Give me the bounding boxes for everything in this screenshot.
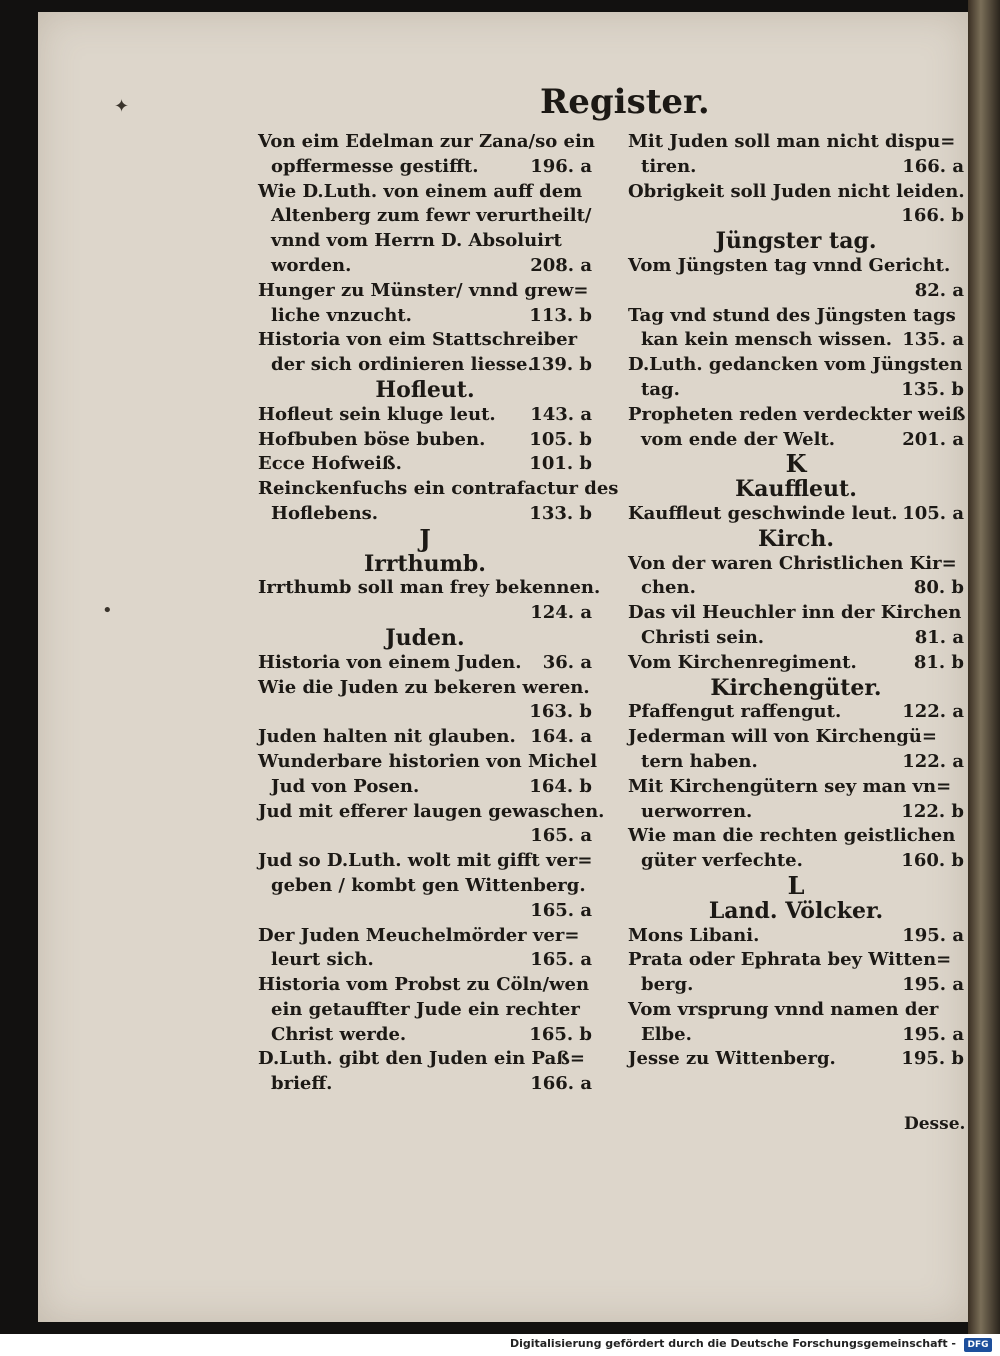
entry-page-ref: 195. a <box>902 924 964 946</box>
section-heading: Jüngster tag. <box>715 228 877 255</box>
entry-text: Hunger zu Münster/ vnnd grew= <box>258 279 589 301</box>
catchword: Desse. <box>904 1114 966 1134</box>
entry-page-ref: 163. b <box>529 701 592 723</box>
entry-text: chen. <box>641 577 696 599</box>
entry-text: Vom Jüngsten tag vnnd Gericht. <box>628 254 951 276</box>
register-entry <box>258 899 592 924</box>
entry-text: Hofbuben böse buben. <box>258 428 486 450</box>
register-entry <box>628 279 964 304</box>
entry-text: Reinckenfuchs ein contrafactur des <box>258 478 619 500</box>
entry-text: Propheten reden verdeckter weiß <box>628 403 966 425</box>
register-entry <box>628 353 964 378</box>
entry-page-ref: 208. a <box>530 254 592 276</box>
register-entry <box>628 924 964 949</box>
entry-text: Jud von Posen. <box>271 775 420 797</box>
entry-page-ref: 124. a <box>530 602 592 624</box>
entry-text: opffermesse gestifft. <box>271 155 479 177</box>
entry-text: Mit Kirchengütern sey man vn= <box>628 775 952 797</box>
entry-text: Prata oder Ephrata bey Witten= <box>628 949 952 971</box>
register-entry <box>258 1047 592 1072</box>
register-entry <box>258 725 592 750</box>
entry-text: Wie man die rechten geistlichen <box>628 825 956 847</box>
entry-page-ref: 196. a <box>530 155 592 177</box>
entry-text: Ecce Hofweiß. <box>258 453 402 475</box>
section-heading: Hofleut. <box>375 376 475 403</box>
entry-page-ref: 165. b <box>529 1023 592 1045</box>
register-entry <box>628 750 964 775</box>
section-letter: J <box>419 523 431 553</box>
register-entry <box>628 1047 964 1072</box>
register-entry <box>258 676 592 701</box>
section-heading: Kauffleut. <box>735 476 857 503</box>
register-entry <box>628 948 964 973</box>
register-entry <box>258 874 592 899</box>
register-entry <box>628 626 964 651</box>
section-heading: Land. Völcker. <box>708 897 884 924</box>
register-entry <box>628 576 964 601</box>
entry-page-ref: 165. a <box>530 949 592 971</box>
register-entry <box>628 304 964 329</box>
entry-text: Historia von einem Juden. <box>258 651 522 673</box>
entry-text: Vom vrsprung vnnd namen der <box>628 998 939 1020</box>
register-entry <box>628 725 964 750</box>
entry-text: Irrthumb soll man frey bekennen. <box>258 577 601 599</box>
register-entry <box>628 651 964 676</box>
entry-text: Pfaffengut raffengut. <box>628 701 842 723</box>
section-letter: L <box>787 870 805 900</box>
entry-page-ref: 122. b <box>901 800 964 822</box>
register-entry <box>628 328 964 353</box>
entry-page-ref: 195. a <box>902 974 964 996</box>
entry-text: Christ werde. <box>271 1023 407 1045</box>
stain-mark: • <box>102 600 113 621</box>
entry-text: kan kein mensch wissen. <box>641 329 893 351</box>
entry-page-ref: 36. a <box>542 651 592 673</box>
entry-text: leurt sich. <box>271 949 374 971</box>
register-entry <box>258 452 592 477</box>
entry-page-ref: 164. b <box>529 775 592 797</box>
footer-credit: Digitalisierung gefördert durch die Deutsche Forschungsgemeinschaft - <box>509 1337 956 1350</box>
register-entry <box>258 1023 592 1048</box>
entry-page-ref: 165. a <box>530 899 592 921</box>
register-entry <box>258 403 592 428</box>
entry-text: liche vnzucht. <box>271 304 412 326</box>
entry-page-ref: 101. b <box>529 453 592 475</box>
register-entry <box>258 775 592 800</box>
register-entry <box>258 824 592 849</box>
register-entry <box>258 353 592 378</box>
entry-text: güter verfechte. <box>641 850 803 872</box>
register-entry <box>258 700 592 725</box>
entry-page-ref: 166. a <box>530 1073 592 1095</box>
entry-page-ref: 165. a <box>530 825 592 847</box>
section-letter: K <box>785 449 807 479</box>
entry-text: Vom Kirchenregiment. <box>628 651 857 673</box>
entry-text: Historia vom Probst zu Cöln/wen <box>258 974 590 996</box>
register-entry <box>628 254 964 279</box>
register-entry <box>258 130 595 155</box>
entry-page-ref: 195. b <box>901 1048 964 1070</box>
entry-page-ref: 166. b <box>901 205 964 227</box>
register-entry <box>628 700 964 725</box>
entry-text: Jesse zu Wittenberg. <box>628 1048 836 1070</box>
register-entry <box>258 800 605 825</box>
entry-text: Juden halten nit glauben. <box>258 726 516 748</box>
entry-page-ref: 81. a <box>914 626 964 648</box>
entry-text: vom ende der Welt. <box>641 428 836 450</box>
register-entry <box>258 180 592 205</box>
register-entry <box>258 948 592 973</box>
entry-text: worden. <box>271 254 352 276</box>
entry-text: Kauffleut geschwinde leut. <box>628 502 898 524</box>
entry-page-ref: 195. a <box>902 1023 964 1045</box>
entry-text: Jud so D.Luth. wolt mit gifft ver= <box>258 850 593 872</box>
entry-text: Tag vnd stund des Jüngsten tags <box>628 304 956 326</box>
entry-text: Altenberg zum fewr verurtheilt/ <box>271 205 592 227</box>
section-heading: Juden. <box>385 624 465 651</box>
entry-page-ref: 135. b <box>901 378 964 400</box>
entry-text: Obrigkeit soll Juden nicht leiden. <box>628 180 965 202</box>
entry-page-ref: 105. a <box>902 502 964 524</box>
entry-text: Christi sein. <box>641 626 765 648</box>
entry-text: Von der waren Christlichen Kir= <box>628 552 957 574</box>
register-entry <box>628 155 964 180</box>
entry-text: Wie die Juden zu bekeren weren. <box>258 676 590 698</box>
entry-page-ref: 113. b <box>529 304 592 326</box>
register-entry <box>628 775 964 800</box>
register-entry <box>628 378 964 403</box>
register-entry <box>628 204 964 229</box>
entry-text: Das vil Heuchler inn der Kirchen <box>628 602 962 624</box>
entry-page-ref: 80. b <box>913 577 964 599</box>
register-entry <box>258 155 592 180</box>
entry-text: tiren. <box>641 155 697 177</box>
register-entry <box>628 998 964 1023</box>
entry-text: ein getauffter Jude ein rechter <box>271 998 580 1020</box>
entry-text: Historia von eim Stattschreiber <box>258 329 578 351</box>
entry-text: berg. <box>641 974 694 996</box>
entry-text: Von eim Edelman zur Zana/so ein <box>258 131 595 152</box>
register-entry <box>628 1023 964 1048</box>
entry-text: vnnd vom Herrn D. Absoluirt <box>271 230 562 252</box>
register-entry <box>258 998 592 1023</box>
entry-text: Mons Libani. <box>628 924 760 946</box>
register-entry <box>258 849 592 874</box>
entry-page-ref: 133. b <box>529 502 592 524</box>
register-column-right <box>628 130 964 1072</box>
entry-page-ref: 139. b <box>529 354 592 376</box>
register-entry <box>628 824 964 849</box>
register-entry <box>628 502 964 527</box>
register-entry <box>258 304 592 329</box>
register-entry <box>258 924 592 949</box>
entry-text: D.Luth. gedancken vom Jüngsten <box>628 354 963 376</box>
entry-page-ref: 143. a <box>530 403 592 425</box>
section-heading: Kirchengüter. <box>710 674 882 701</box>
entry-text: Mit Juden soll man nicht dispu= <box>628 131 956 152</box>
entry-page-ref: 164. a <box>530 726 592 748</box>
register-entry <box>258 477 619 502</box>
entry-text: tag. <box>641 378 680 400</box>
page-title: Register. <box>540 82 710 122</box>
register-entry <box>628 403 964 428</box>
entry-text: Der Juden Meuchelmörder ver= <box>258 924 580 946</box>
entry-text: Hofleut sein kluge leut. <box>258 403 496 425</box>
entry-text: uerworren. <box>641 800 753 822</box>
dfg-logo: DFG <box>964 1338 992 1352</box>
entry-page-ref: 105. b <box>529 428 592 450</box>
register-entry <box>628 973 964 998</box>
entry-page-ref: 160. b <box>901 850 964 872</box>
register-entry <box>628 130 964 155</box>
entry-page-ref: 82. a <box>914 279 964 301</box>
entry-text: geben / kombt gen Wittenberg. <box>271 874 586 896</box>
section-heading: Irrthumb. <box>364 550 486 577</box>
register-column-left <box>258 130 619 1097</box>
entry-text: Jederman will von Kirchengü= <box>628 726 937 748</box>
entry-page-ref: 166. a <box>902 155 964 177</box>
section-heading: Kirch. <box>757 525 835 552</box>
register-entry <box>258 973 592 998</box>
entry-page-ref: 135. a <box>902 329 964 351</box>
entry-text: brieff. <box>271 1073 333 1095</box>
stain-mark: ✦ <box>114 96 130 117</box>
register-entry <box>258 601 592 626</box>
entry-text: tern haben. <box>641 750 758 772</box>
entry-page-ref: 81. b <box>913 651 964 673</box>
entry-page-ref: 122. a <box>902 750 964 772</box>
entry-text: der sich ordinieren liesse. <box>271 354 534 376</box>
book-spine-edge <box>968 0 1000 1334</box>
register-entry <box>628 601 964 626</box>
register-entry <box>258 204 592 229</box>
entry-page-ref: 122. a <box>902 701 964 723</box>
entry-text: Wunderbare historien von Michel <box>258 750 598 772</box>
register-entry <box>258 254 592 279</box>
register-entry <box>258 750 598 775</box>
entry-text: Elbe. <box>641 1023 692 1045</box>
entry-page-ref: 201. a <box>902 428 964 450</box>
register-entry <box>258 1072 592 1097</box>
register-entry <box>258 328 592 353</box>
register-entry <box>628 552 964 577</box>
register-entry <box>628 180 964 205</box>
register-entry <box>258 651 592 676</box>
register-entry <box>258 229 592 254</box>
entry-text: Jud mit efferer laugen gewaschen. <box>258 800 605 822</box>
entry-text: D.Luth. gibt den Juden ein Paß= <box>258 1048 586 1070</box>
entry-text: Wie D.Luth. von einem auff dem <box>258 180 583 202</box>
register-entry <box>258 428 592 453</box>
register-entry <box>258 279 592 304</box>
register-entry <box>258 576 601 601</box>
entry-text: Hoflebens. <box>271 502 379 524</box>
register-entry <box>628 800 964 825</box>
footer-bar <box>0 1334 1000 1356</box>
